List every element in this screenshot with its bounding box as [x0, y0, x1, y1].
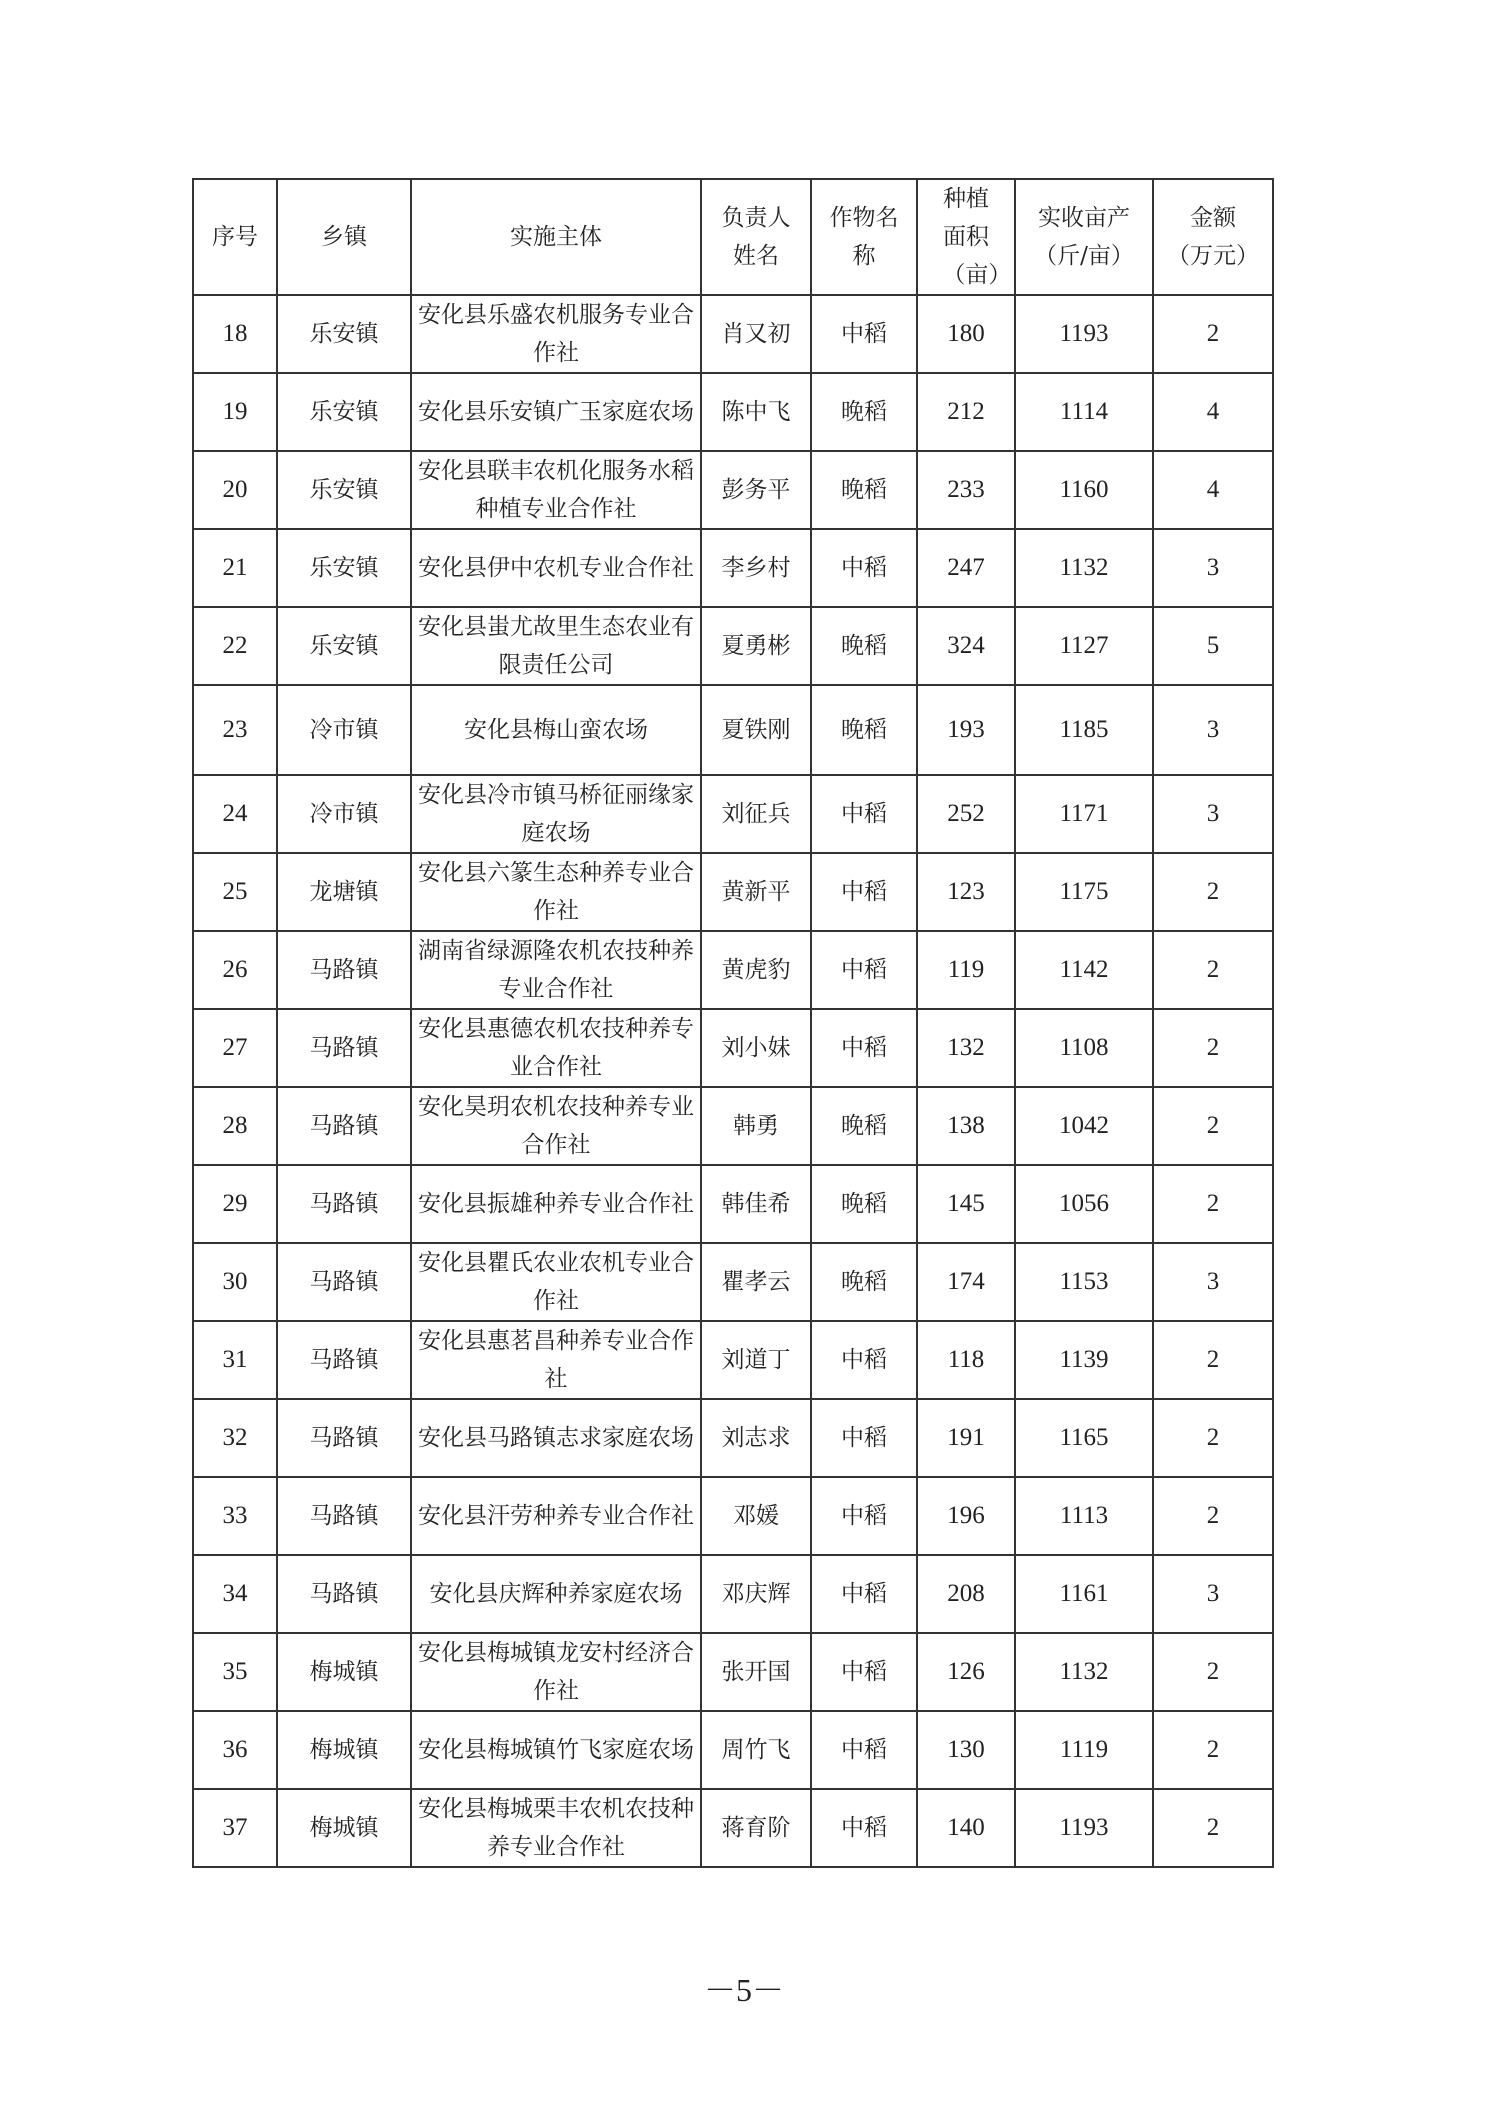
column-header-amount: [1153, 179, 1273, 295]
cell-number: 28: [193, 1087, 277, 1165]
cell-amount: 4: [1153, 451, 1273, 529]
cell-area: 191: [917, 1399, 1015, 1477]
cell-crop: 中稻: [811, 1321, 917, 1399]
column-header-label: 种植面积（亩）: [942, 186, 1012, 288]
cell-town: 冷市镇: [277, 775, 411, 853]
cell-town: 梅城镇: [277, 1711, 411, 1789]
table-row: [193, 607, 1273, 685]
cell-number: 24: [193, 775, 277, 853]
cell-entity: 安化县梅城镇龙安村经济合作社: [411, 1633, 701, 1711]
cell-person: 黄新平: [701, 853, 811, 931]
column-header-entity: [411, 179, 701, 295]
cell-amount: 2: [1153, 931, 1273, 1009]
cell-number: 18: [193, 295, 277, 373]
cell-town: 马路镇: [277, 1477, 411, 1555]
cell-entity: 安化县蚩尤故里生态农业有限责任公司: [411, 607, 701, 685]
column-header-crop: [811, 179, 917, 295]
cell-crop: 晚稻: [811, 607, 917, 685]
cell-yield: 1193: [1015, 1789, 1153, 1867]
cell-person: 邓媛: [701, 1477, 811, 1555]
cell-amount: 2: [1153, 1399, 1273, 1477]
cell-amount: 2: [1153, 1165, 1273, 1243]
cell-crop: 中稻: [811, 1633, 917, 1711]
cell-town: 冷市镇: [277, 685, 411, 775]
cell-person: 刘道丁: [701, 1321, 811, 1399]
cell-area: 208: [917, 1555, 1015, 1633]
cell-person: 蒋育阶: [701, 1789, 811, 1867]
table-row: [193, 529, 1273, 607]
cell-person: 刘志求: [701, 1399, 811, 1477]
cell-entity: 安化县乐安镇广玉家庭农场: [411, 373, 701, 451]
cell-amount: 2: [1153, 1789, 1273, 1867]
cell-number: 20: [193, 451, 277, 529]
column-header-town: [277, 179, 411, 295]
cell-town: 马路镇: [277, 931, 411, 1009]
cell-entity: 安化县梅城栗丰农机农技种养专业合作社: [411, 1789, 701, 1867]
cell-crop: 中稻: [811, 853, 917, 931]
cell-town: 马路镇: [277, 1321, 411, 1399]
cell-entity: 安化县瞿氏农业农机专业合作社: [411, 1243, 701, 1321]
cell-person: 瞿孝云: [701, 1243, 811, 1321]
column-header-label: 实收亩产（斤/亩）: [1034, 205, 1134, 269]
page-number: －5－: [703, 1972, 784, 2008]
column-header-label: 金额（万元）: [1166, 205, 1259, 269]
table-row: [193, 853, 1273, 931]
cell-person: 韩佳希: [701, 1165, 811, 1243]
cell-town: 乐安镇: [277, 451, 411, 529]
cell-town: 马路镇: [277, 1087, 411, 1165]
cell-area: 196: [917, 1477, 1015, 1555]
cell-amount: 4: [1153, 373, 1273, 451]
cell-crop: 晚稻: [811, 1243, 917, 1321]
cell-amount: 5: [1153, 607, 1273, 685]
table-row: [193, 1477, 1273, 1555]
table-row: [193, 1321, 1273, 1399]
cell-entity: 安化县伊中农机专业合作社: [411, 529, 701, 607]
cell-number: 37: [193, 1789, 277, 1867]
cell-number: 35: [193, 1633, 277, 1711]
column-header-number: [193, 179, 277, 295]
cell-crop: 中稻: [811, 775, 917, 853]
cell-area: 180: [917, 295, 1015, 373]
cell-crop: 晚稻: [811, 685, 917, 775]
cell-person: 韩勇: [701, 1087, 811, 1165]
cell-area: 140: [917, 1789, 1015, 1867]
cell-person: 夏铁刚: [701, 685, 811, 775]
cell-yield: 1161: [1015, 1555, 1153, 1633]
cell-crop: 晚稻: [811, 1087, 917, 1165]
cell-number: 34: [193, 1555, 277, 1633]
cell-number: 19: [193, 373, 277, 451]
cell-entity: 安化昊玥农机农技种养专业合作社: [411, 1087, 701, 1165]
table-row: [193, 295, 1273, 373]
cell-area: 126: [917, 1633, 1015, 1711]
cell-area: 123: [917, 853, 1015, 931]
cell-entity: 安化县乐盛农机服务专业合作社: [411, 295, 701, 373]
cell-yield: 1108: [1015, 1009, 1153, 1087]
table-row: [193, 1789, 1273, 1867]
cell-area: 233: [917, 451, 1015, 529]
cell-area: 174: [917, 1243, 1015, 1321]
cell-town: 乐安镇: [277, 373, 411, 451]
cell-number: 30: [193, 1243, 277, 1321]
cell-yield: 1142: [1015, 931, 1153, 1009]
column-header-label: 负责人姓名: [721, 205, 791, 269]
cell-person: 邓庆辉: [701, 1555, 811, 1633]
table-row: [193, 1555, 1273, 1633]
cell-entity: 湖南省绿源隆农机农技种养专业合作社: [411, 931, 701, 1009]
cell-yield: 1153: [1015, 1243, 1153, 1321]
cell-amount: 2: [1153, 295, 1273, 373]
cell-town: 马路镇: [277, 1009, 411, 1087]
cell-person: 陈中飞: [701, 373, 811, 451]
cell-amount: 2: [1153, 1477, 1273, 1555]
cell-area: 132: [917, 1009, 1015, 1087]
cell-entity: 安化县惠德农机农技种养专业合作社: [411, 1009, 701, 1087]
table-row: [193, 931, 1273, 1009]
cell-yield: 1171: [1015, 775, 1153, 853]
cell-crop: 中稻: [811, 1009, 917, 1087]
cell-number: 36: [193, 1711, 277, 1789]
column-header-label: 实施主体: [510, 224, 602, 250]
cell-crop: 中稻: [811, 295, 917, 373]
cell-town: 梅城镇: [277, 1633, 411, 1711]
cell-area: 324: [917, 607, 1015, 685]
cell-amount: 2: [1153, 853, 1273, 931]
cell-yield: 1113: [1015, 1477, 1153, 1555]
cell-entity: 安化县六篆生态种养专业合作社: [411, 853, 701, 931]
table-row: [193, 1243, 1273, 1321]
cell-number: 32: [193, 1399, 277, 1477]
cell-area: 130: [917, 1711, 1015, 1789]
cell-town: 马路镇: [277, 1555, 411, 1633]
cell-town: 马路镇: [277, 1243, 411, 1321]
cell-town: 乐安镇: [277, 295, 411, 373]
cell-yield: 1132: [1015, 1633, 1153, 1711]
column-header-person: [701, 179, 811, 295]
cell-yield: 1114: [1015, 373, 1153, 451]
cell-crop: 晚稻: [811, 373, 917, 451]
cell-person: 黄虎豹: [701, 931, 811, 1009]
cell-amount: 3: [1153, 685, 1273, 775]
cell-person: 肖又初: [701, 295, 811, 373]
cell-number: 27: [193, 1009, 277, 1087]
table-row: [193, 685, 1273, 775]
cell-yield: 1193: [1015, 295, 1153, 373]
cell-area: 119: [917, 931, 1015, 1009]
cell-crop: 中稻: [811, 1477, 917, 1555]
table-row: [193, 373, 1273, 451]
cell-amount: 2: [1153, 1633, 1273, 1711]
cell-number: 23: [193, 685, 277, 775]
header-row: [193, 179, 1273, 295]
cell-crop: 晚稻: [811, 1165, 917, 1243]
cell-amount: 2: [1153, 1009, 1273, 1087]
column-header-label: 作物名称: [829, 205, 899, 269]
column-header-yield: [1015, 179, 1153, 295]
cell-yield: 1165: [1015, 1399, 1153, 1477]
cell-amount: 2: [1153, 1321, 1273, 1399]
cell-area: 145: [917, 1165, 1015, 1243]
cell-yield: 1132: [1015, 529, 1153, 607]
table-row: [193, 1009, 1273, 1087]
cell-number: 33: [193, 1477, 277, 1555]
cell-number: 21: [193, 529, 277, 607]
cell-amount: 3: [1153, 529, 1273, 607]
cell-number: 26: [193, 931, 277, 1009]
cell-amount: 2: [1153, 1711, 1273, 1789]
cell-area: 118: [917, 1321, 1015, 1399]
cell-entity: 安化县振雄种养专业合作社: [411, 1165, 701, 1243]
table-row: [193, 775, 1273, 853]
cell-yield: 1119: [1015, 1711, 1153, 1789]
column-header-label: 乡镇: [321, 224, 367, 250]
cell-person: 彭务平: [701, 451, 811, 529]
table-row: [193, 1633, 1273, 1711]
cell-yield: 1185: [1015, 685, 1153, 775]
cell-area: 252: [917, 775, 1015, 853]
cell-amount: 3: [1153, 775, 1273, 853]
cell-crop: 中稻: [811, 1789, 917, 1867]
cell-person: 刘小妹: [701, 1009, 811, 1087]
cell-area: 193: [917, 685, 1015, 775]
cell-person: 刘征兵: [701, 775, 811, 853]
cell-person: 夏勇彬: [701, 607, 811, 685]
column-header-label: 序号: [212, 224, 258, 250]
table-row: [193, 451, 1273, 529]
cell-area: 247: [917, 529, 1015, 607]
table-row: [193, 1087, 1273, 1165]
cell-number: 29: [193, 1165, 277, 1243]
cell-crop: 中稻: [811, 1711, 917, 1789]
cell-town: 龙塘镇: [277, 853, 411, 931]
table-row: [193, 1399, 1273, 1477]
cell-yield: 1160: [1015, 451, 1153, 529]
cell-yield: 1127: [1015, 607, 1153, 685]
cell-town: 马路镇: [277, 1165, 411, 1243]
cell-entity: 安化县梅城镇竹飞家庭农场: [411, 1711, 701, 1789]
table-row: [193, 1165, 1273, 1243]
cell-amount: 3: [1153, 1243, 1273, 1321]
cell-yield: 1175: [1015, 853, 1153, 931]
cell-yield: 1042: [1015, 1087, 1153, 1165]
cell-number: 25: [193, 853, 277, 931]
cell-town: 乐安镇: [277, 607, 411, 685]
cell-yield: 1056: [1015, 1165, 1153, 1243]
cell-crop: 中稻: [811, 1399, 917, 1477]
cell-crop: 晚稻: [811, 451, 917, 529]
cell-town: 马路镇: [277, 1399, 411, 1477]
cell-person: 周竹飞: [701, 1711, 811, 1789]
cell-entity: 安化县马路镇志求家庭农场: [411, 1399, 701, 1477]
cell-area: 212: [917, 373, 1015, 451]
cell-crop: 中稻: [811, 931, 917, 1009]
cell-entity: 安化县冷市镇马桥征丽缘家庭农场: [411, 775, 701, 853]
cell-area: 138: [917, 1087, 1015, 1165]
cell-number: 31: [193, 1321, 277, 1399]
cell-person: 张开国: [701, 1633, 811, 1711]
cell-town: 梅城镇: [277, 1789, 411, 1867]
cell-entity: 安化县汗劳种养专业合作社: [411, 1477, 701, 1555]
cell-number: 22: [193, 607, 277, 685]
subsidy-table: [192, 178, 1274, 1868]
cell-town: 乐安镇: [277, 529, 411, 607]
cell-yield: 1139: [1015, 1321, 1153, 1399]
table-row: [193, 1711, 1273, 1789]
cell-entity: 安化县惠茗昌种养专业合作社: [411, 1321, 701, 1399]
cell-crop: 中稻: [811, 529, 917, 607]
cell-entity: 安化县庆辉种养家庭农场: [411, 1555, 701, 1633]
cell-entity: 安化县梅山蛮农场: [411, 685, 701, 775]
column-header-area: [917, 179, 1015, 295]
cell-amount: 2: [1153, 1087, 1273, 1165]
cell-amount: 3: [1153, 1555, 1273, 1633]
cell-entity: 安化县联丰农机化服务水稻种植专业合作社: [411, 451, 701, 529]
cell-person: 李乡村: [701, 529, 811, 607]
cell-crop: 中稻: [811, 1555, 917, 1633]
